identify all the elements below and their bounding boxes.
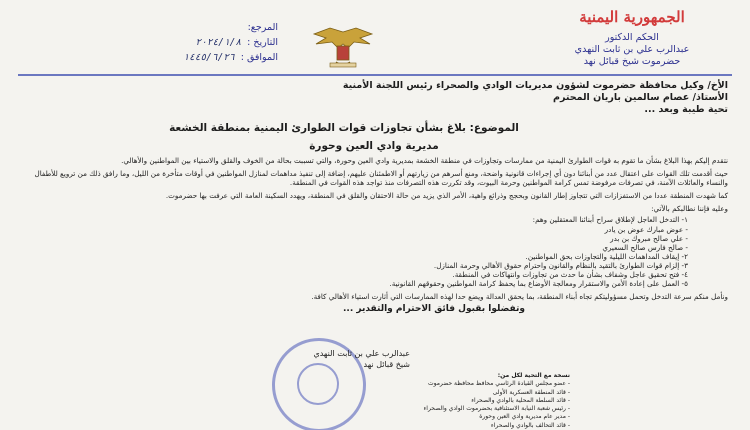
greeting: تحية طيبة وبعد ... [644,104,728,115]
copies-item: - مدير عام مديرية وادي العين وحورة [479,413,570,421]
list-item: - صالح فارس صالح السعيري [602,242,688,252]
paragraph-2: حيث أقدمت تلك القوات على اعتقال عدد من أبنائنا دون أي إجراءات قانونية واضحة، ومنع أسرهم من زيارتهم أو الاطمئنان عليهم، إضافة إلى تنفيذ مداهمات لمنازل المواطنين في أوقات متأخرة من الليل، وما رافق ذلك من ترويع للأطفال والنساء والعائلات الآمنة، في تصرفات مرفوضة تمس كرامة المواطنين وحرمة البيوت، وقد تكررت هذه التصرفات منذ تواجد هذه القوات في المنطقة. [34,169,728,188]
copies-title: نسخة مع التحية لكل من: [497,372,570,379]
paragraph-3: كما شهدت المنطقة عددا من الاستفزازات التي تتجاوز إطار القانون وبحجج وذرائع واهية، الأمر الذي يزيد من حالة الاحتقان والقلق في المنطقة، ويهدد السكينة العامة التي عرفت بها حضرموت. [165,191,728,201]
recipient-line-2: الأستاذ/ عصام سالمين باريان المحترم [553,92,728,103]
copies-list [380,372,570,430]
copies-item: - قائد السلطة المحلية بالوادي والصحراء [471,396,570,404]
letterhead-right [542,8,722,68]
list-item: ٣- إلزام قوات الطوارئ بالتقيد بالنظام والقانون واحترام حقوق الأهالي وحرمة المنازل. [433,260,688,270]
letterhead-line-3: حضرموت شيخ قبائل نهد [583,56,681,67]
list-item: ١- التدخل العاجل لإطلاق سراح أبنائنا المعتقلين وهم: [532,215,688,225]
paragraph-1: نتقدم إليكم بهذا البلاغ بشأن ما تقوم به قوات الطوارئ اليمنية من ممارسات وتجاوزات في منطقة الخشعة بمديرية وادي العين وحورة، والتي تسببت بحالة من الخوف والقلق والاستياء بين المواطنين والأهالي. [121,156,728,165]
copies-item: - قائد التحالف بالوادي والصحراء [490,421,570,429]
letter-body [20,80,728,314]
reference-block [48,20,278,65]
date-value: ٢٠٢٤/١/٨ [195,37,242,48]
signature-block [210,348,410,370]
copies-item: - رئيس شعبة النيابة الاستئنافية بحضرموت الوادي والصحراء [423,405,570,413]
list-item: ٥- العمل على إعادة الأمن والاستقرار ومعالجة الأوضاع بما يحفظ كرامة المواطنين وحقوقهم القانونية. [389,279,688,289]
list-item: - عوض مبارك عوض بن يادر [604,224,688,234]
demands-list [20,215,728,288]
copies-item: - قائد المنطقة العسكرية الأولى [492,388,570,396]
copies-item: - عضو مجلس القيادة الرئاسي محافظ محافظة حضرموت [427,380,570,388]
government-title: الجمهورية اليمنية [579,8,685,26]
closing-line: وتفضلوا بقبول فائق الاحترام والتقدير ... [342,304,525,315]
reference-label: المرجع: [247,22,278,33]
eagle-emblem-icon [312,26,374,70]
list-item: - علي صالح مبروك بن بدر [610,233,688,243]
list-item: ٢- إيقاف المداهمات الليلية والتجاوزات بحق المواطنين. [525,251,688,261]
letterhead-line-1: الحكم الدكتور [605,32,659,43]
subject-line: الموضوع: بلاغ بشأن تجاوزات قوات الطوارئ اليمنية بمنطقة الخشعة [169,122,519,134]
subject-subline: مديرية وادي العين وحورة [309,140,439,152]
date-label: التاريخ : [247,37,278,48]
signature-title: شيخ قبائل نهد [363,360,410,369]
recipient-line-1: الأخ/ وكيل محافظة حضرموت لشؤون مديريات الوادي والصحراء رئيس اللجنة الأمنية [342,80,728,91]
corresponding-date-value: ١٤٤٥/٦/٢٦ [183,52,235,63]
paragraph-4: وعليه فإننا نطالبكم بالآتي: [651,204,728,214]
corresponding-date-label: الموافق : [240,52,278,63]
header-divider [18,74,732,76]
letterhead-line-2: عبدالرب علي بن ثابت النهدي [574,44,690,55]
list-item: ٤- فتح تحقيق عاجل وشفاف بشأن ما حدث من تجاوزات وانتهاكات في المنطقة. [452,270,688,280]
final-paragraph: ونأمل منكم سرعة التدخل وتحمل مسؤوليتكم تجاه أبناء المنطقة، بما يحقق العدالة ويضع حدا لهذه الممارسات التي أثارت استياء الأهالي كافة. [311,292,728,302]
signature-name: عبدالرب علي بن ثابت النهدي [313,349,410,358]
